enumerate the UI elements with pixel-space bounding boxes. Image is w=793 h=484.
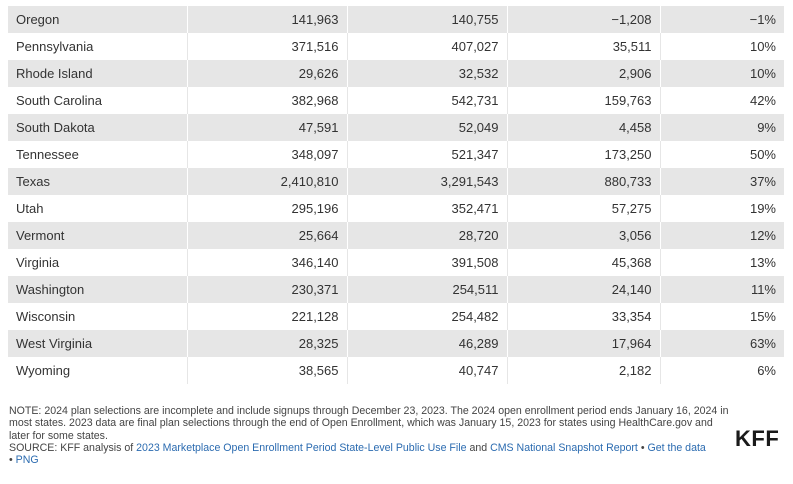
value-cell-col3: 173,250 (507, 141, 660, 168)
value-cell-col2: 32,532 (347, 60, 507, 87)
state-cell: Pennsylvania (8, 33, 187, 60)
get-data-link[interactable]: Get the data (647, 441, 706, 454)
value-cell-col2: 391,508 (347, 249, 507, 276)
value-cell-col3: 159,763 (507, 87, 660, 114)
table-body (8, 6, 784, 384)
state-cell: Texas (8, 168, 187, 195)
table-row (8, 330, 784, 357)
value-cell-col4: 37% (660, 168, 784, 195)
state-cell: South Carolina (8, 87, 187, 114)
value-cell-col3: 57,275 (507, 195, 660, 222)
value-cell-col1: 371,516 (187, 33, 347, 60)
value-cell-col1: 2,410,810 (187, 168, 347, 195)
enrollment-table-container (8, 6, 784, 384)
state-cell: Tennessee (8, 141, 187, 168)
value-cell-col1: 141,963 (187, 6, 347, 33)
value-cell-col1: 346,140 (187, 249, 347, 276)
value-cell-col4: 50% (660, 141, 784, 168)
enrollment-table (8, 6, 784, 384)
value-cell-col4: 9% (660, 114, 784, 141)
table-row (8, 6, 784, 33)
table-row (8, 195, 784, 222)
value-cell-col1: 38,565 (187, 357, 347, 384)
value-cell-col4: 12% (660, 222, 784, 249)
table-row (8, 33, 784, 60)
value-cell-col4: 63% (660, 330, 784, 357)
table-row (8, 87, 784, 114)
table-row (8, 114, 784, 141)
value-cell-col3: 17,964 (507, 330, 660, 357)
value-cell-col3: 24,140 (507, 276, 660, 303)
value-cell-col1: 25,664 (187, 222, 347, 249)
state-cell: Washington (8, 276, 187, 303)
table-row (8, 303, 784, 330)
state-cell: Rhode Island (8, 60, 187, 87)
source-line (9, 442, 734, 467)
source-link-snapshot[interactable]: CMS National Snapshot Report (490, 441, 638, 454)
value-cell-col1: 221,128 (187, 303, 347, 330)
value-cell-col2: 352,471 (347, 195, 507, 222)
value-cell-col4: 10% (660, 60, 784, 87)
value-cell-col2: 52,049 (347, 114, 507, 141)
value-cell-col2: 40,747 (347, 357, 507, 384)
table-row (8, 141, 784, 168)
value-cell-col3: 33,354 (507, 303, 660, 330)
value-cell-col1: 348,097 (187, 141, 347, 168)
value-cell-col2: 140,755 (347, 6, 507, 33)
value-cell-col2: 407,027 (347, 33, 507, 60)
state-cell: Oregon (8, 6, 187, 33)
value-cell-col4: 19% (660, 195, 784, 222)
value-cell-col1: 29,626 (187, 60, 347, 87)
value-cell-col2: 46,289 (347, 330, 507, 357)
value-cell-col3: 4,458 (507, 114, 660, 141)
note-text: NOTE: 2024 plan selections are incomplete and include signups through December 23, 2023. The 2024 open enrollment period ends January 16, 2024 in most states. 2023 data are final plan selections through the end of Open Enrollment, which was January 15, 2023 for states using HealthCare.gov and later for some states. (9, 405, 729, 442)
value-cell-col4: 42% (660, 87, 784, 114)
value-cell-col2: 28,720 (347, 222, 507, 249)
state-cell: Wyoming (8, 357, 187, 384)
footnote-block (9, 405, 734, 466)
value-cell-col2: 3,291,543 (347, 168, 507, 195)
value-cell-col1: 230,371 (187, 276, 347, 303)
value-cell-col1: 47,591 (187, 114, 347, 141)
table-row (8, 168, 784, 195)
state-cell: South Dakota (8, 114, 187, 141)
source-prefix: SOURCE: KFF analysis of (9, 441, 137, 454)
state-cell: Wisconsin (8, 303, 187, 330)
png-link[interactable]: PNG (15, 454, 39, 467)
value-cell-col1: 382,968 (187, 87, 347, 114)
value-cell-col3: 2,906 (507, 60, 660, 87)
value-cell-col4: 6% (660, 357, 784, 384)
value-cell-col3: 3,056 (507, 222, 660, 249)
state-cell: Virginia (8, 249, 187, 276)
value-cell-col2: 542,731 (347, 87, 507, 114)
value-cell-col1: 295,196 (187, 195, 347, 222)
table-row (8, 222, 784, 249)
value-cell-col2: 254,511 (347, 276, 507, 303)
state-cell: West Virginia (8, 330, 187, 357)
value-cell-col4: 11% (660, 276, 784, 303)
value-cell-col4: −1% (660, 6, 784, 33)
value-cell-col4: 15% (660, 303, 784, 330)
value-cell-col4: 10% (660, 33, 784, 60)
kff-logo[interactable]: KFF (735, 426, 780, 451)
value-cell-col4: 13% (660, 249, 784, 276)
value-cell-col2: 521,347 (347, 141, 507, 168)
table-row (8, 249, 784, 276)
source-link-puf[interactable]: 2023 Marketplace Open Enrollment Period State-Level Public Use File (136, 441, 467, 454)
table-row (8, 357, 784, 384)
bullet-separator: • (9, 454, 16, 467)
value-cell-col3: 45,368 (507, 249, 660, 276)
source-and: and (466, 441, 491, 454)
value-cell-col3: 2,182 (507, 357, 660, 384)
value-cell-col3: −1,208 (507, 6, 660, 33)
bullet-separator: • (637, 441, 648, 454)
value-cell-col2: 254,482 (347, 303, 507, 330)
value-cell-col1: 28,325 (187, 330, 347, 357)
value-cell-col3: 35,511 (507, 33, 660, 60)
state-cell: Vermont (8, 222, 187, 249)
value-cell-col3: 880,733 (507, 168, 660, 195)
table-row (8, 60, 784, 87)
table-row (8, 276, 784, 303)
state-cell: Utah (8, 195, 187, 222)
